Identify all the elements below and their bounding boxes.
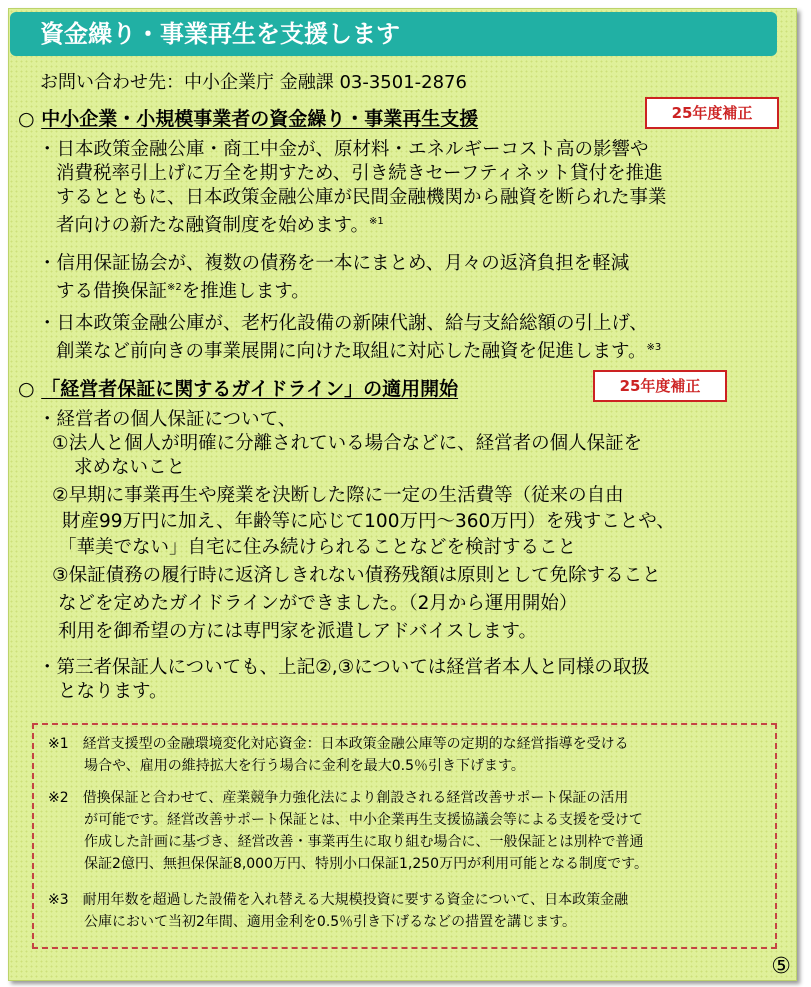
section1-bullet-1 [38,138,667,238]
text-line [38,276,629,304]
section2-mark: ○ [18,378,35,400]
footnote-line: が可能です。経営改善サポート保証とは、中小企業再生支援協議会等による支援を受けて [84,812,643,828]
text-line [38,210,667,238]
footnote-line: ※2 借換保証と合わせて、産業競争力強化法により創設される経営改善サポート保証の活用 [48,790,629,806]
text-fragment: 者向けの新たな融資制度を始めます。 [56,215,370,237]
footnote-line: 場合や、雇用の維持拡大を行う場合に金利を最大0.5％引き下げます。 [84,758,525,774]
footnote-line: ※1 経営支援型の金融環境変化対応資金：日本政策金融公庫等の定期的な経営指導を受ける [48,736,629,752]
section2-title: 「経営者保証に関するガイドライン」の適用開始 [41,378,459,400]
text-line: ・信用保証協会が、複数の債務を一本にまとめ、月々の返済負担を軽減 [38,253,630,274]
footnote-ref: ※1 [369,216,384,227]
text-line [38,336,661,364]
contact-info: お問い合わせ先：中小企業庁 金融課 03-3501-2876 [40,72,467,93]
text-line: 財産99万円に加え、年齢等に応じて100万円～360万円）を残すことや、 [62,511,675,532]
text-fragment: する借換保証 [56,281,168,303]
text-line: ・日本政策金融公庫・商工中金が、原材料・エネルギーコスト高の影響や [38,139,649,160]
text-line: などを定めたガイドラインができました。（2月から運用開始） [58,593,578,614]
section1-heading [18,104,478,131]
text-line: 「華美でない」自宅に住み続けられることなどを検討すること [58,537,577,558]
section1-bullet-3 [38,312,661,364]
footnote-line: 公庫において当初2年間、適用金利を0.5％引き下げるなどの措置を講じます。 [84,914,577,930]
section1-title: 中小企業・小規模事業者の資金繰り・事業再生支援 [41,108,479,130]
text-line: ②早期に事業再生や廃業を決断した際に一定の生活費等（従来の自由 [52,485,624,506]
page-number: ⑤ [771,954,791,979]
text-line: 利用を御希望の方には専門家を派遣しアドバイスします。 [58,621,537,642]
text-line: ③保証債務の履行時に返済しきれない債務残額は原則として免除すること [52,565,661,586]
footnote-line: 作成した計画に基づき、経営改善・事業再生に取り組む場合に、一般保証とは別枠で普通 [84,834,644,850]
footnotes-box [32,723,777,949]
text-line: ・第三者保証人についても、上記②,③については経営者本人と同様の取扱 [38,657,650,678]
text-line: ・日本政策金融公庫が、老朽化設備の新陳代謝、給与支給総額の引上げ、 [38,313,648,334]
supplementary-budget-badge: 25年度補正 [593,370,727,402]
text-line: するとともに、日本政策金融公庫が民間金融機関から融資を断られた事業 [56,187,667,208]
section1-mark: ○ [18,108,35,130]
text-fragment: を推進します。 [181,281,310,303]
section2-body [38,408,675,704]
text-line: 求めないこと [74,457,186,478]
section2-heading [18,374,458,401]
text-line: 消費税率引上げに万全を期すため、引き続きセーフティネット貸付を推進 [56,163,663,184]
text-line: ①法人と個人が明確に分離されている場合などに、経営者の個人保証を [52,433,643,454]
section1-bullet-2 [38,252,629,304]
text-line: ・経営者の個人保証について、 [38,409,297,430]
footnote-ref: ※3 [646,342,662,353]
footnote-3 [48,889,628,933]
footnote-line: 保証2億円、無担保保証8,000万円、特別小口保証1,250万円が利用可能となる制度です。 [84,856,648,872]
footnote-2 [48,787,648,875]
footnote-line: ※3 耐用年数を超過した設備を入れ替える大規模投資に要する資金について、日本政策金融 [48,892,629,908]
text-line: となります。 [58,681,168,702]
footnote-1 [48,733,629,777]
page-title: 資金繰り・事業再生を支援します [10,12,777,56]
text-fragment: 創業など前向きの事業展開に向けた取組に対応した融資を促進します。 [56,341,647,363]
footnote-ref: ※2 [167,282,182,293]
supplementary-budget-badge: 25年度補正 [645,97,779,129]
